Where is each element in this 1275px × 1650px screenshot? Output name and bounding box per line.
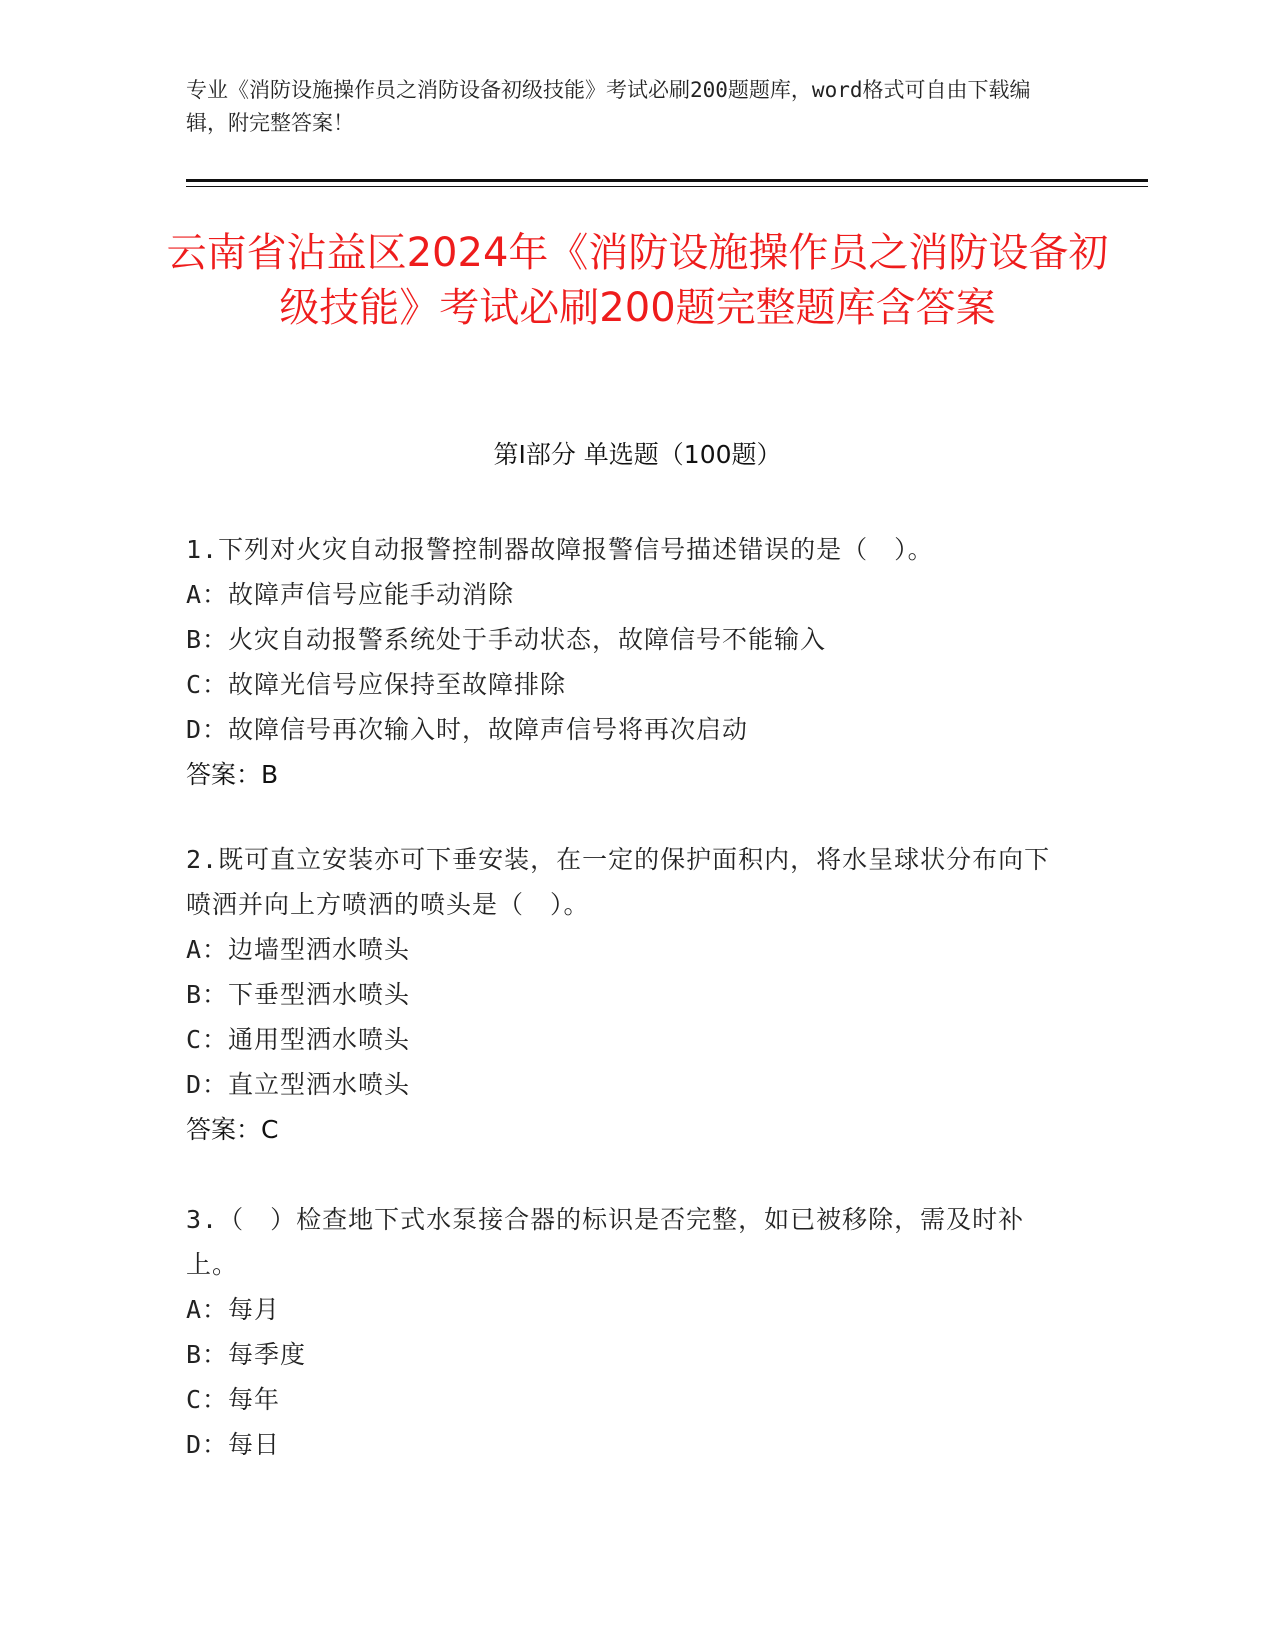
answer: 答案：C — [186, 1115, 279, 1144]
option-b: B：每季度 — [186, 1340, 307, 1369]
header-divider-thick — [186, 179, 1148, 182]
option-d: D：故障信号再次输入时，故障声信号将再次启动 — [186, 715, 749, 744]
option-d: D：每日 — [186, 1430, 281, 1459]
question-3 — [186, 1197, 1066, 1467]
question-stem: 3.（ ）检查地下式水泵接合器的标识是否完整，如已被移除，需及时补上。 — [186, 1205, 1025, 1279]
question-stem: 1.下列对火灾自动报警控制器故障报警信号描述错误的是（ ）。 — [186, 535, 934, 564]
section-heading: 第Ⅰ部分 单选题（100题） — [493, 440, 782, 469]
option-a: A：每月 — [186, 1295, 281, 1324]
option-c: C：每年 — [186, 1385, 281, 1414]
option-a: A：边墙型洒水喷头 — [186, 935, 411, 964]
option-c: C：通用型洒水喷头 — [186, 1025, 411, 1054]
answer: 答案：B — [186, 760, 279, 789]
header-note: 专业《消防设施操作员之消防设备初级技能》考试必刷200题题库，word格式可自由下载编辑，附完整答案！ — [186, 78, 1031, 135]
option-b: B：下垂型洒水喷头 — [186, 980, 411, 1009]
question-2 — [186, 837, 1066, 1152]
question-1 — [186, 527, 1066, 797]
option-d: D：直立型洒水喷头 — [186, 1070, 411, 1099]
option-b: B：火灾自动报警系统处于手动状态，故障信号不能输入 — [186, 625, 827, 654]
document-title: 云南省沾益区2024年《消防设施操作员之消防设备初级技能》考试必刷200题完整题库含答案 — [166, 230, 1109, 331]
option-a: A：故障声信号应能手动消除 — [186, 580, 515, 609]
option-c: C：故障光信号应保持至故障排除 — [186, 670, 567, 699]
header-divider-thin — [186, 186, 1148, 187]
question-stem: 2.既可直立安装亦可下垂安装，在一定的保护面积内，将水呈球状分布向下喷洒并向上方喷洒的喷头是（ ）。 — [186, 845, 1051, 919]
